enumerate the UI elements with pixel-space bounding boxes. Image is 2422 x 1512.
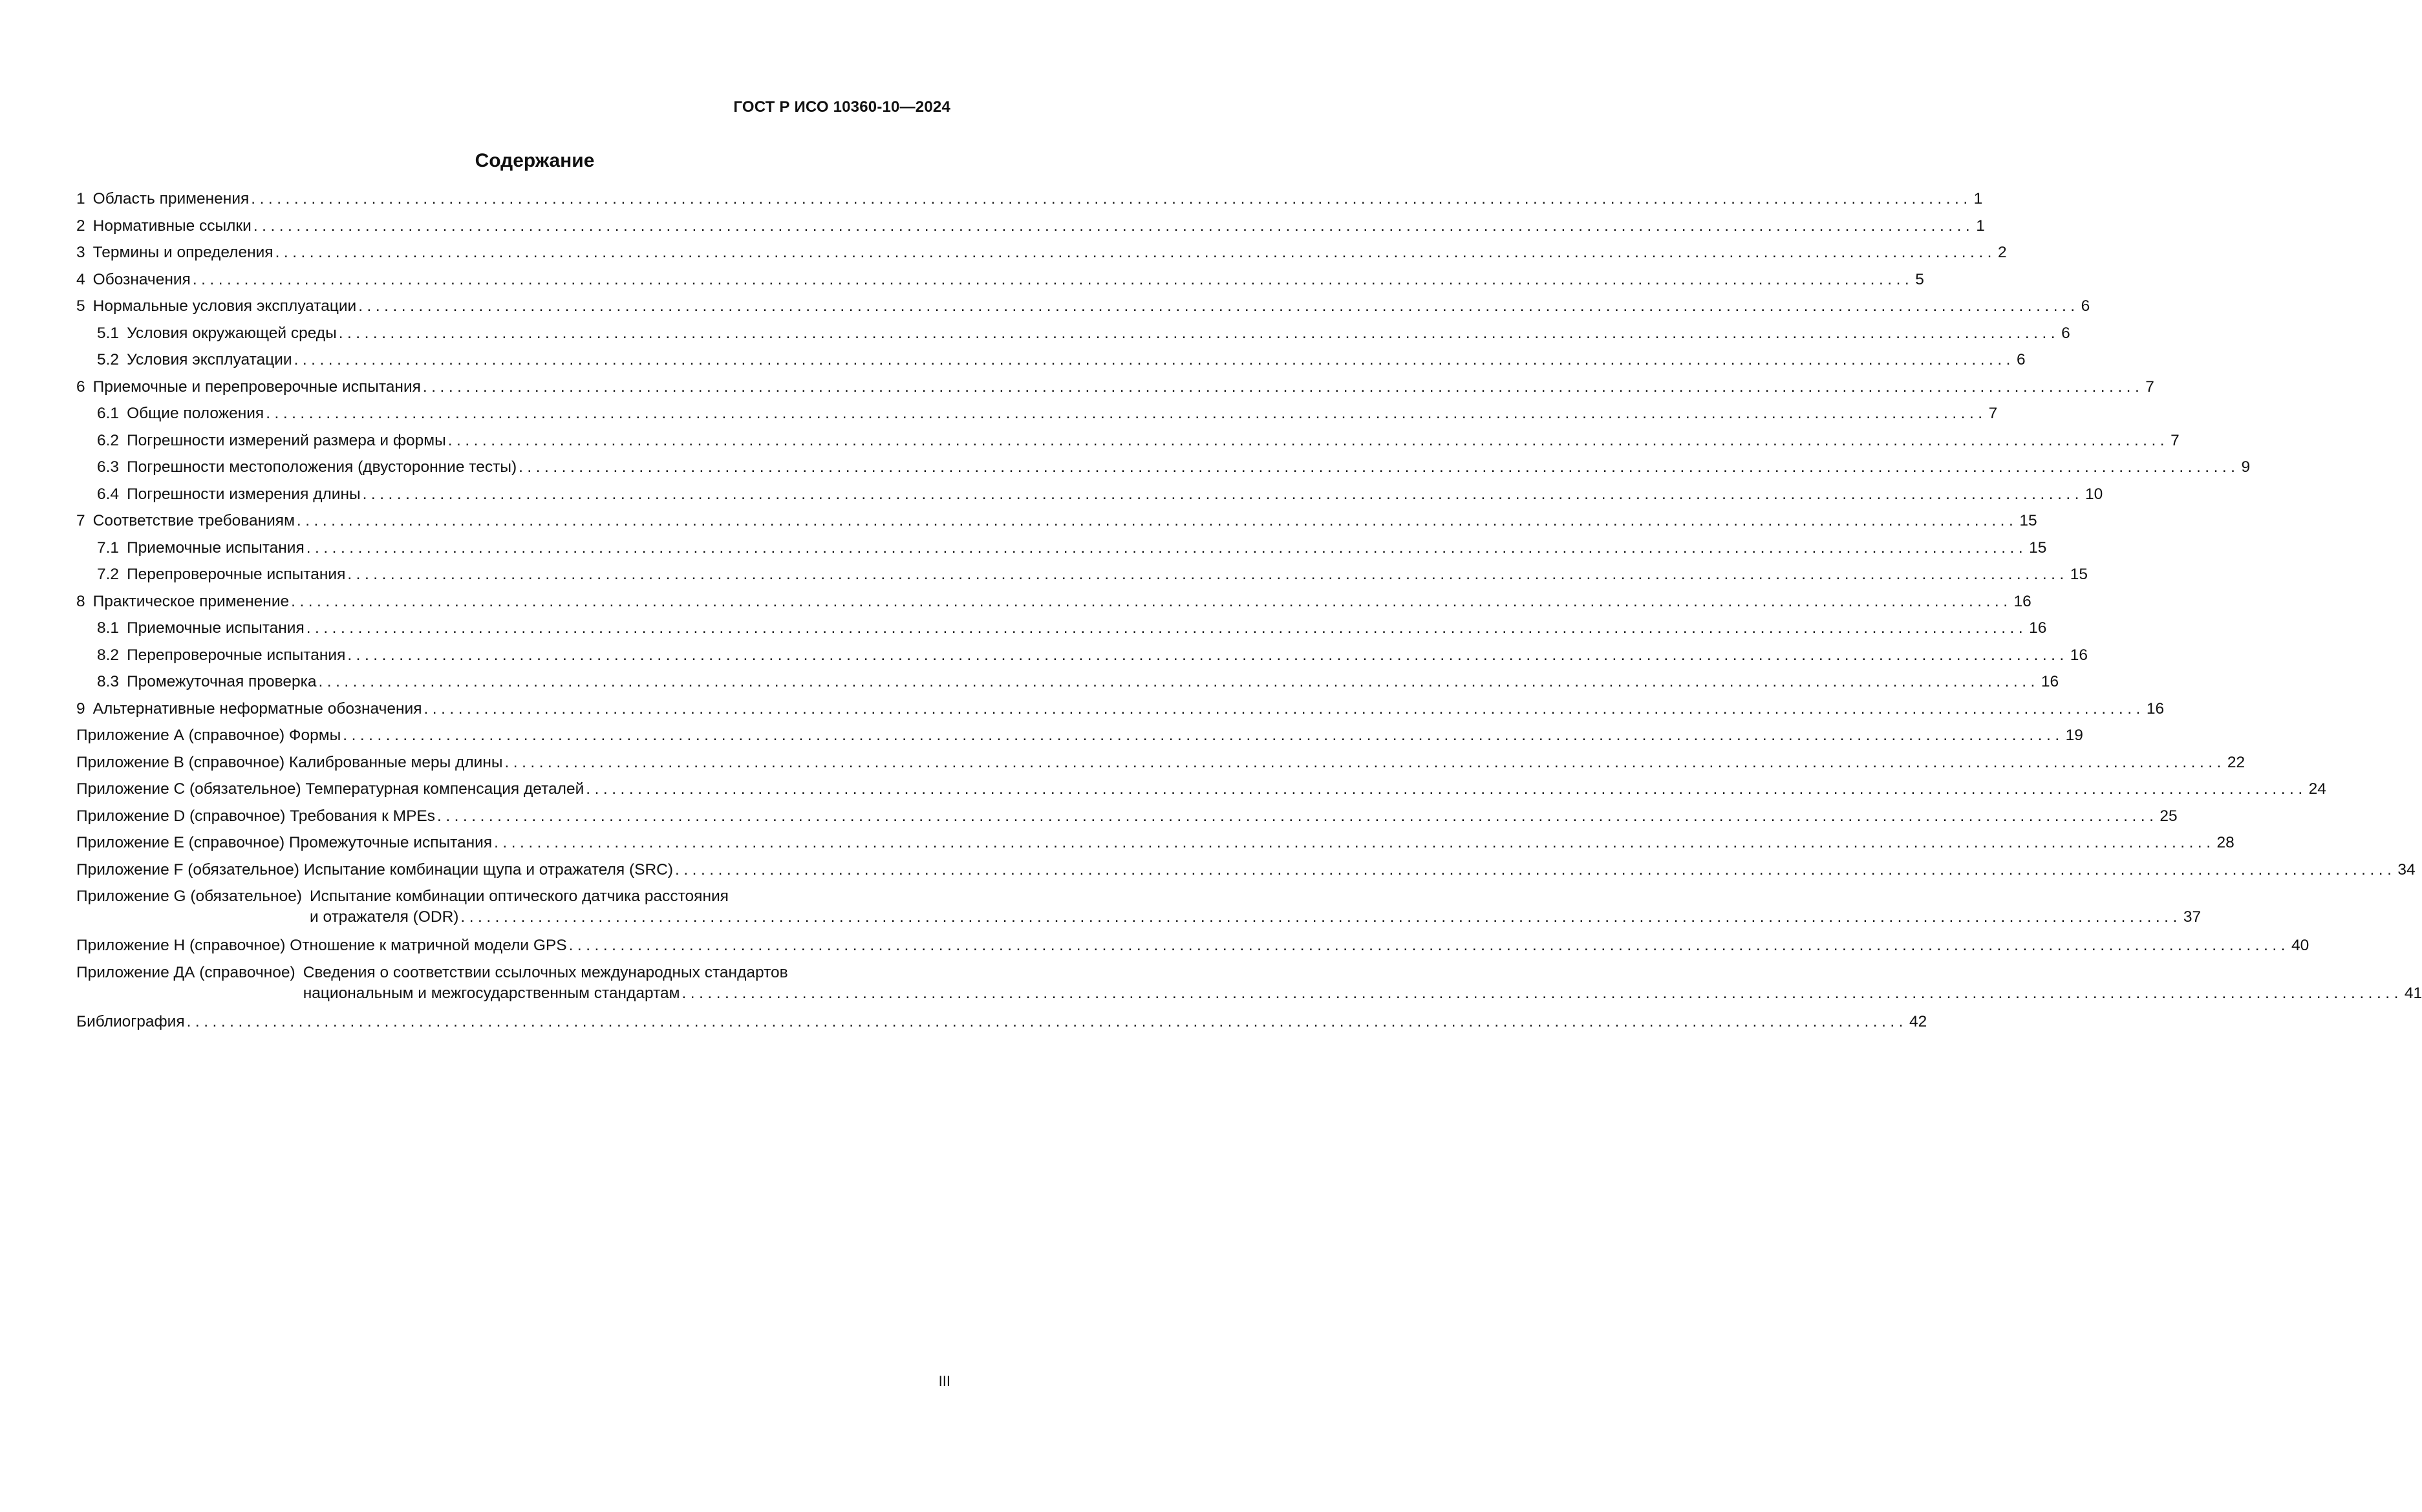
toc-entry-page: 19 [2065, 727, 2083, 744]
leader-dots: ........................................................................................................................................................................................................ [338, 324, 2060, 342]
toc-entry-label-line1: Испытание комбинации оптического датчика расстояния [310, 888, 729, 905]
toc-entry-label: Приемочные испытания [127, 619, 305, 637]
toc-entry-label: Погрешности измерения длины [127, 485, 361, 503]
toc-entry-label: Перепроверочные испытания [127, 566, 346, 583]
toc-entry[interactable] [76, 564, 2088, 591]
toc-entry-page: 15 [2029, 538, 2047, 557]
toc-entry[interactable] [76, 860, 2416, 887]
toc-entry[interactable] [76, 296, 2090, 323]
toc-entry-label: Нормальные условия эксплуатации [92, 297, 357, 315]
toc-entry-page: 37 [2183, 908, 2202, 926]
toc-entry-number: 8.3 [97, 673, 120, 690]
leader-dots: ........................................................................................................................................................................................................ [422, 378, 2144, 396]
toc-entry-number: 5.2 [97, 351, 120, 368]
toc-entry-page: 16 [2013, 592, 2031, 610]
toc-entry[interactable] [76, 457, 2251, 484]
leader-dots: ........................................................................................................................................................................................................ [251, 190, 1972, 208]
toc-entry-label: Приложение В (справочное) Калиброванные меры длины [76, 753, 503, 771]
leader-dots: ........................................................................................................................................................................................................ [294, 351, 2015, 368]
toc-entry-number: 9 [76, 699, 85, 718]
leader-dots: ........................................................................................................................................................................................................ [306, 538, 2028, 557]
page-title: Содержание [475, 150, 595, 171]
toc-entry-page: 41 [2404, 984, 2422, 1002]
toc-entry-page: 9 [2241, 458, 2251, 476]
toc-entry-number: 7.2 [97, 566, 120, 583]
toc-entry-label: Практическое применение [92, 592, 290, 610]
toc-entry-number: 6.4 [97, 485, 120, 503]
toc-entry-label: Приложение С (обязательное) Температурная компенсация деталей [76, 780, 584, 798]
toc-entry-number: 4 [76, 270, 85, 288]
toc-entry[interactable] [76, 699, 2165, 726]
toc-entry[interactable] [76, 725, 2083, 752]
leader-dots: ........................................................................................................................................................................................................ [275, 244, 1996, 261]
leader-dots: ........................................................................................................................................................................................................ [494, 834, 2215, 851]
toc-entry-page: 10 [2085, 485, 2103, 503]
toc-entry-appendix-g[interactable] [76, 886, 2202, 935]
leader-dots: ........................................................................................................................................................................................................ [296, 512, 2018, 529]
toc-entry[interactable] [76, 806, 2178, 833]
toc-entry-number: 1 [76, 190, 85, 208]
toc-entry[interactable] [76, 645, 2088, 672]
toc-entry-page: 15 [2019, 512, 2037, 529]
toc-entry-page: 15 [2070, 566, 2088, 583]
toc-entry-number: 6.3 [97, 458, 120, 476]
toc-entry-label: Библиография [76, 1012, 185, 1030]
leader-dots: ........................................................................................................................................................................................................ [186, 1012, 1907, 1030]
toc-entry-label: Погрешности местоположения (двусторонние тесты) [127, 458, 517, 476]
toc-entry-page: 16 [2070, 646, 2088, 664]
toc-entry-label: Промежуточная проверка [127, 673, 317, 690]
toc-entry-prefix: Приложение G (обязательное) [76, 888, 302, 905]
toc-entry[interactable] [76, 511, 2037, 538]
leader-dots: ........................................................................................................................................................................................................ [586, 780, 2307, 798]
toc-entry[interactable] [76, 752, 2245, 780]
toc-entry-appendix-h[interactable] [76, 935, 2309, 963]
toc-entry-page: 16 [2146, 699, 2165, 718]
toc-entry-page: 40 [2291, 937, 2309, 954]
toc-entry[interactable] [76, 216, 1985, 243]
toc-entry-number: 2 [76, 217, 85, 235]
toc-entry-bibliography[interactable] [76, 1012, 1927, 1039]
toc-entry[interactable] [76, 618, 2047, 645]
leader-dots: ........................................................................................................................................................................................................ [362, 485, 2083, 503]
toc-entry-number: 7 [76, 512, 85, 529]
toc-entry-label: Приемочные и перепроверочные испытания [92, 378, 421, 396]
toc-entry-label-line2: национальным и межгосударственным стандартам [303, 984, 680, 1002]
leader-dots: ........................................................................................................................................................................................................ [347, 646, 2068, 664]
toc-entry-page: 5 [1915, 270, 1924, 288]
toc-entry-label: Обозначения [92, 270, 191, 288]
leader-dots: ........................................................................................................................................................................................................ [504, 753, 2225, 771]
toc-entry-page: 34 [2397, 860, 2416, 878]
toc-entry-label-line2: и отражателя (ODR) [310, 908, 459, 926]
toc-entry-label-line1: Сведения о соответствии ссылочных международных стандартов [303, 963, 788, 981]
toc-entry[interactable] [76, 403, 1998, 431]
leader-dots: ........................................................................................................................................................................................................ [447, 431, 2169, 449]
leader-dots: ........................................................................................................................................................................................................ [318, 673, 2039, 690]
toc-entry-label: Альтернативные неформатные обозначения [92, 699, 422, 718]
page-number: III [938, 1373, 950, 1389]
toc-entry-number: 6.2 [97, 431, 120, 449]
toc-entry-label: Нормативные ссылки [92, 217, 252, 235]
toc-entry-label: Приложение Е (справочное) Промежуточные испытания [76, 834, 493, 851]
leader-dots: ........................................................................................................................................................................................................ [343, 727, 2064, 744]
toc-entry-page: 7 [1988, 405, 1998, 422]
toc-entries [76, 189, 2416, 886]
toc-entry-label: Приемочные испытания [127, 538, 305, 557]
leader-dots: ........................................................................................................................................................................................................ [192, 270, 1914, 288]
toc-entry-page: 16 [2029, 619, 2047, 637]
leader-dots: ........................................................................................................................................................................................................ [519, 458, 2240, 476]
leader-dots: ........................................................................................................................................................................................................ [568, 937, 2289, 954]
toc-entry-label: Область применения [92, 190, 250, 208]
toc-entry-number: 5 [76, 297, 85, 315]
leader-dots: ........................................................................................................................................................................................................ [253, 217, 1975, 235]
toc-entry-label: Приложение F (обязательное) Испытание комбинации щупа и отражателя (SRC) [76, 860, 674, 878]
toc-entry[interactable] [76, 350, 2026, 377]
toc-entry-label: Перепроверочные испытания [127, 646, 346, 664]
toc-entry[interactable] [76, 779, 2326, 806]
toc-entry-page: 6 [2061, 324, 2070, 342]
leader-dots: ........................................................................................................................................................................................................ [675, 860, 2396, 878]
toc-entry-label: Приложение D (справочное) Требования к MPEs [76, 807, 436, 825]
table-of-contents [76, 189, 2422, 1038]
toc-entry-number: 8.2 [97, 646, 120, 664]
toc-entry[interactable] [76, 270, 1924, 297]
toc-entry-label: Условия эксплуатации [127, 351, 292, 368]
toc-entry[interactable] [76, 323, 2070, 350]
toc-entry-number: 7.1 [97, 538, 120, 557]
standard-code: ГОСТ Р ИСО 10360-10—2024 [733, 98, 950, 116]
toc-entry-label: Приложение А (справочное) Формы [76, 727, 341, 744]
toc-entry-page: 6 [2081, 297, 2090, 315]
toc-entry-page: 22 [2227, 753, 2245, 771]
toc-entry-number: 5.1 [97, 324, 120, 342]
toc-entry-prefix: Приложение ДА (справочное) [76, 963, 295, 981]
toc-entry-page: 1 [1973, 190, 1983, 208]
toc-entry-label: Приложение Н (справочное) Отношение к матричной модели GPS [76, 937, 567, 954]
toc-entry-page: 25 [2159, 807, 2178, 825]
toc-entry-label: Термины и определения [92, 244, 273, 261]
toc-entry-page: 16 [2041, 673, 2059, 690]
toc-entry-number: 6 [76, 378, 85, 396]
toc-entry[interactable] [76, 484, 2103, 511]
toc-entry[interactable] [76, 189, 1983, 216]
toc-entry[interactable] [76, 538, 2047, 565]
leader-dots: ........................................................................................................................................................................................................ [423, 699, 2145, 718]
toc-entry-page: 2 [1997, 244, 2007, 261]
leader-dots: ........................................................................................................................................................................................................ [291, 592, 2012, 610]
leader-dots: ........................................................................................................................................................................................................ [460, 908, 2181, 926]
toc-entry-appendix-da[interactable] [76, 963, 2422, 1012]
toc-entry-label: Общие положения [127, 405, 264, 422]
toc-entry-number: 8 [76, 592, 85, 610]
toc-entry-label: Погрешности измерений размера и формы [127, 431, 446, 449]
toc-entry-page: 24 [2308, 780, 2326, 798]
toc-entry-page: 1 [1976, 217, 1985, 235]
leader-dots: ........................................................................................................................................................................................................ [437, 807, 2158, 825]
toc-entry[interactable] [76, 833, 2234, 860]
leader-dots: ........................................................................................................................................................................................................ [266, 405, 1987, 422]
toc-entry-page: 42 [1909, 1012, 1927, 1030]
toc-entry-page: 6 [2016, 351, 2026, 368]
toc-entry[interactable] [76, 377, 2154, 404]
toc-entry-number: 6.1 [97, 405, 120, 422]
leader-dots: ........................................................................................................................................................................................................ [681, 984, 2403, 1002]
toc-entry-page: 7 [2170, 431, 2180, 449]
toc-entry[interactable] [76, 242, 2007, 270]
toc-entry[interactable] [76, 431, 2180, 458]
leader-dots: ........................................................................................................................................................................................................ [347, 566, 2068, 583]
toc-entry-label: Соответствие требованиям [92, 512, 295, 529]
toc-entry[interactable] [76, 591, 2031, 619]
leader-dots: ........................................................................................................................................................................................................ [306, 619, 2028, 637]
toc-entry-page: 28 [2216, 834, 2234, 851]
toc-entry-label: Условия окружающей среды [127, 324, 337, 342]
toc-entry[interactable] [76, 672, 2059, 699]
toc-entry-number: 8.1 [97, 619, 120, 637]
leader-dots: ........................................................................................................................................................................................................ [358, 297, 2079, 315]
toc-entry-page: 7 [2145, 378, 2154, 396]
toc-entry-number: 3 [76, 244, 85, 261]
